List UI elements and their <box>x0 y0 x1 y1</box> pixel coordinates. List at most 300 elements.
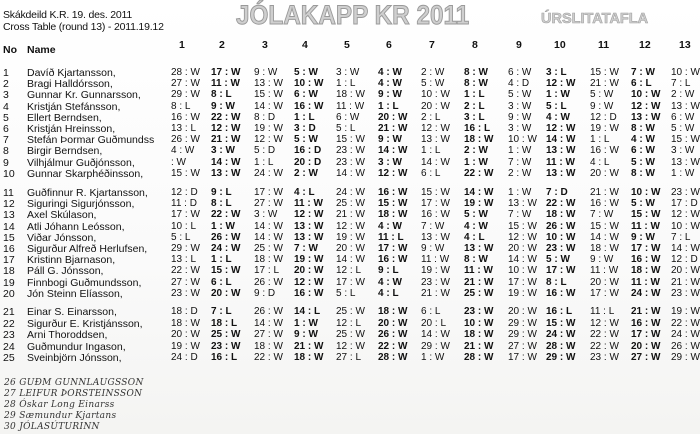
result-cell: 18 : W <box>254 254 283 266</box>
result-cell: 19 : W <box>336 231 365 243</box>
handwritten-player-entry: 28 Óskar Long Einarss <box>4 400 115 410</box>
player-name: Gunnar Skarphéðinsson, <box>27 167 144 180</box>
player-name: Guðmundur Ingason, <box>27 340 126 353</box>
result-cell: 5 : L <box>336 123 356 134</box>
result-cell: 15 : W <box>671 134 700 146</box>
result-cell: 4 : W <box>464 220 488 232</box>
result-cell: 25 : W <box>336 306 365 317</box>
result-cell: 16 : W <box>294 100 324 112</box>
result-cell: 1 : L <box>464 89 485 101</box>
result-cell: 1 : L <box>336 78 356 90</box>
result-cell: 14 : W <box>254 100 283 112</box>
round-header-6: 6 <box>386 39 392 51</box>
result-cell: 6 : W <box>336 111 360 123</box>
result-cell: 13 : W <box>464 243 494 254</box>
result-cell: 16 : L <box>464 123 491 134</box>
player-number: 22 <box>3 317 15 330</box>
result-cell: 10 : L <box>171 220 197 232</box>
round-header-8: 8 <box>472 39 478 51</box>
result-cell: 20 : W <box>671 265 700 277</box>
result-cell: 15 : W <box>211 265 241 277</box>
result-cell: 10 : W <box>631 89 661 101</box>
result-cell: 20 : L <box>421 317 447 329</box>
result-cell: 17 : W <box>631 243 661 254</box>
result-cell: 1 : L <box>294 111 315 123</box>
result-cell: 20 : W <box>590 167 619 179</box>
result-cell: 1 : L <box>254 156 274 168</box>
round-header-1: 1 <box>179 39 185 51</box>
result-cell: 18 : W <box>464 134 494 146</box>
handwritten-player-entry: 29 Sæmundur Kjartans <box>4 411 117 421</box>
result-cell: 4 : L <box>590 156 610 168</box>
result-cell: 8 : D <box>254 111 276 123</box>
column-header-no: No <box>3 44 17 56</box>
result-cell: 24 : D <box>171 352 198 363</box>
result-cell: 21 : W <box>464 340 494 352</box>
result-cell: 20 : W <box>590 276 619 288</box>
player-name: Ellert Berndsen, <box>27 111 102 124</box>
player-number: 25 <box>3 352 15 364</box>
result-cell: 22 : W <box>211 209 241 221</box>
player-number: 13 <box>3 209 15 222</box>
result-cell: 17 : W <box>336 276 365 288</box>
result-cell: 16 : W <box>171 111 200 123</box>
result-cell: 23 : W <box>421 276 450 288</box>
round-header-2: 2 <box>219 39 225 51</box>
result-cell: 24 : W <box>671 329 700 340</box>
result-cell: 20 : W <box>378 317 408 329</box>
result-cell: 14 : W <box>378 145 408 157</box>
player-name: Davíð Kjartansson, <box>27 67 116 79</box>
result-cell: 2 : L <box>464 100 485 112</box>
player-number: 14 <box>3 220 15 233</box>
result-cell: 16 : L <box>546 306 573 317</box>
player-name: Stefán Þormar Guðmundss <box>27 134 155 147</box>
result-cell: 21 : W <box>464 276 494 288</box>
player-number: 16 <box>3 243 15 255</box>
result-cell: 24 : W <box>336 187 365 198</box>
result-cell: 27 : W <box>631 352 661 363</box>
player-name: Gunnar Kr. Gunnarsson, <box>27 89 141 102</box>
result-cell: 8 : W <box>631 167 655 179</box>
result-cell: 29 : W <box>421 340 450 352</box>
result-cell: 16 : W <box>378 187 408 198</box>
result-cell: 10 : W <box>294 78 324 90</box>
result-cell: 2 : L <box>421 111 441 123</box>
result-cell: 14 : L <box>294 306 321 317</box>
result-cell: 5 : L <box>171 231 191 243</box>
result-cell: 23 : W <box>171 287 200 299</box>
result-cell: 12 : W <box>378 167 408 179</box>
player-number: 17 <box>3 254 15 267</box>
result-cell: 9 : W <box>590 100 614 112</box>
result-cell: 26 : W <box>671 340 700 352</box>
result-cell: 3 : W <box>671 145 695 157</box>
result-cell: 10 : W <box>421 89 450 101</box>
result-cell: 18 : W <box>546 209 576 221</box>
round-header-7: 7 <box>429 39 435 51</box>
result-cell: 14 : W <box>421 156 450 168</box>
club-date-line: Skákdeild K.R. 19. des. 2011 <box>3 9 133 21</box>
result-cell: 17 : W <box>631 329 661 340</box>
result-cell: 3 : W <box>211 145 235 157</box>
result-cell: 16 : W <box>546 287 576 299</box>
result-cell: 18 : W <box>171 317 200 329</box>
result-cell: 9 : W <box>294 329 318 340</box>
result-cell: 21 : W <box>590 78 619 90</box>
result-cell: 13 : W <box>546 145 576 157</box>
result-cell: 27 : W <box>254 198 283 210</box>
result-cell: 7 : L <box>671 78 691 90</box>
result-cell: 29 : W <box>671 352 700 363</box>
round-header-11: 11 <box>598 39 610 51</box>
result-cell: 1 : L <box>211 254 232 266</box>
result-cell: 9 : D <box>254 287 276 299</box>
result-cell: 21 : W <box>631 306 661 317</box>
result-cell: 1 : L <box>590 134 610 146</box>
result-cell: 9 : W <box>378 89 402 101</box>
result-cell: 11 : W <box>546 156 575 168</box>
player-number: 12 <box>3 198 15 211</box>
result-cell: 13 : W <box>254 78 283 90</box>
result-cell: 3 : W <box>508 100 532 112</box>
result-cell: 5 : D <box>254 145 276 157</box>
result-cell: 13 : W <box>294 220 324 232</box>
player-name: Bragi Halldórsson, <box>27 78 113 91</box>
player-number: 21 <box>3 306 15 318</box>
player-name: Kristján Stefánsson, <box>27 100 121 113</box>
result-cell: 9 : W <box>254 67 278 78</box>
result-cell: 24 : W <box>211 243 241 254</box>
result-cell: 20 : W <box>336 243 365 254</box>
player-number: 20 <box>3 287 15 300</box>
result-cell: 20 : W <box>508 306 537 317</box>
player-name: Guðfinnur R. Kjartansson, <box>27 187 148 199</box>
result-cell: 9 : W <box>631 231 655 243</box>
result-cell: 3 : W <box>378 156 402 168</box>
result-cell: 17 : W <box>171 209 200 221</box>
result-cell: 24 : W <box>254 167 283 179</box>
result-cell: 28 : W <box>464 352 494 363</box>
result-cell: 29 : W <box>546 352 576 363</box>
result-cell: 14 : W <box>211 156 241 168</box>
result-cell: 23 : W <box>546 243 576 254</box>
result-cell: 15 : W <box>508 220 537 232</box>
result-cell: 13 : W <box>421 134 450 146</box>
result-cell: 6 : L <box>421 167 441 179</box>
result-cell: 1 : W <box>421 352 445 363</box>
player-number: 9 <box>3 156 9 169</box>
result-cell: 10 : W <box>546 231 576 243</box>
result-cell: 11 : W <box>294 198 323 210</box>
player-number: 4 <box>3 100 9 113</box>
result-cell: 10 : W <box>631 187 661 198</box>
result-cell: 27 : L <box>336 352 362 363</box>
result-cell: 1 : W <box>211 220 235 232</box>
result-cell: 18 : L <box>211 317 238 329</box>
result-cell: 10 : W <box>464 317 494 329</box>
result-cell: 23 : W <box>336 156 365 168</box>
result-cell: 29 : W <box>171 89 200 101</box>
result-cell: 13 : W <box>631 111 661 123</box>
result-cell: 13 : W <box>211 167 241 179</box>
result-cell: 27 : W <box>171 78 200 90</box>
result-cell: 4 : L <box>294 187 315 198</box>
result-cell: 18 : W <box>590 243 619 254</box>
player-number: 8 <box>3 145 9 158</box>
result-cell: 9 : W <box>211 100 235 112</box>
result-cell: 13 : W <box>508 198 537 210</box>
result-cell: 1 : L <box>421 145 441 157</box>
result-cell: 26 : W <box>211 231 241 243</box>
result-cell: 5 : W <box>631 156 655 168</box>
result-cell: 15 : W <box>254 89 283 101</box>
result-cell: 22 : W <box>171 265 200 277</box>
result-cell: 22 : W <box>671 317 700 329</box>
result-cell: 22 : W <box>590 329 619 340</box>
result-cell: 23 : W <box>671 187 700 198</box>
result-cell: 22 : W <box>211 111 241 123</box>
result-cell: 27 : W <box>508 340 537 352</box>
result-cell: 14 : W <box>508 254 537 266</box>
result-cell: 18 : W <box>336 89 365 101</box>
result-cell: 2 : W <box>294 167 318 179</box>
player-number: 1 <box>3 67 9 79</box>
result-cell: 11 : W <box>631 220 660 232</box>
result-cell: 16 : L <box>211 352 238 363</box>
result-cell: 18 : W <box>378 306 408 317</box>
result-cell: 2 : W <box>671 89 695 101</box>
result-cell: 7 : L <box>671 231 691 243</box>
result-cell: 16 : W <box>631 317 661 329</box>
round-header-3: 3 <box>262 39 268 51</box>
result-cell: 19 : W <box>421 265 450 277</box>
result-cell: 26 : W <box>378 329 408 340</box>
result-cell: 1 : W <box>508 187 532 198</box>
result-cell: 18 : D <box>171 306 198 317</box>
result-cell: 12 : D <box>590 111 617 123</box>
player-name: Sigurður Alfreð Herlufsen, <box>27 243 148 255</box>
result-cell: 20 : W <box>631 340 661 352</box>
result-cell: 8 : W <box>631 123 655 134</box>
round-header-10: 10 <box>554 39 566 51</box>
result-cell: 9 : W <box>590 254 614 266</box>
result-cell: 12 : W <box>546 78 576 90</box>
result-cell: 19 : W <box>508 287 537 299</box>
result-cell: 6 : W <box>631 145 655 157</box>
result-cell: 20 : D <box>294 156 322 168</box>
result-cell: 2 : W <box>508 167 532 179</box>
result-cell: 5 : W <box>631 198 655 210</box>
result-cell: 12 : D <box>171 187 198 198</box>
result-cell: 12 : W <box>336 340 365 352</box>
result-cell: 15 : W <box>336 134 365 146</box>
result-cell: 16 : W <box>421 209 450 221</box>
result-cell: 5 : W <box>294 134 318 146</box>
result-cell: 5 : W <box>590 89 614 101</box>
result-cell: 28 : W <box>546 340 576 352</box>
result-cell: 8 : L <box>211 198 232 210</box>
result-cell: 4 : W <box>378 220 402 232</box>
result-cell: 17 : W <box>546 265 576 277</box>
player-name: Sigurður E. Kristjánsson, <box>27 317 143 330</box>
result-cell: 16 : D <box>294 145 322 157</box>
result-cell: 4 : W <box>171 145 195 157</box>
result-cell: 29 : W <box>508 329 537 340</box>
result-cell: 15 : W <box>171 167 200 179</box>
results-table-heading: ÚRSLITATAFLA <box>541 11 649 27</box>
result-cell: 4 : W <box>378 78 402 90</box>
result-cell: 9 : W <box>508 111 532 123</box>
result-cell: 4 : W <box>631 134 655 146</box>
result-cell: 16 : W <box>590 198 619 210</box>
result-cell: 14 : W <box>254 220 283 232</box>
result-cell: 3 : D <box>294 123 316 134</box>
round-header-13: 13 <box>679 39 691 51</box>
result-cell: 13 : W <box>421 231 450 243</box>
result-cell: 25 : W <box>336 329 365 340</box>
result-cell: 16 : W <box>294 287 324 299</box>
player-name: Páll G. Jónsson, <box>27 265 104 278</box>
player-number: 23 <box>3 329 15 341</box>
result-cell: 13 : L <box>171 123 197 134</box>
result-cell: 14 : W <box>546 134 576 146</box>
result-cell: 18 : W <box>378 209 408 221</box>
player-number: 6 <box>3 123 9 135</box>
result-cell: 23 : W <box>211 340 241 352</box>
result-cell: 20 : W <box>294 265 324 277</box>
player-number: 18 <box>3 265 15 278</box>
result-cell: 21 : W <box>378 123 408 134</box>
result-cell: 7 : W <box>631 67 655 78</box>
result-cell: 21 : W <box>336 209 365 221</box>
result-cell: 17 : W <box>508 352 537 363</box>
result-cell: 10 : W <box>508 134 537 146</box>
result-cell: 21 : W <box>294 340 324 352</box>
result-cell: 1 : W <box>508 145 532 157</box>
player-number: 24 <box>3 340 15 353</box>
result-cell: 7 : W <box>508 209 532 221</box>
player-name: Jón Steinn Elíasson, <box>27 287 123 300</box>
result-cell: 11 : W <box>211 78 240 90</box>
player-name: Arni Thoroddsen, <box>27 329 108 341</box>
result-cell: 10 : W <box>671 220 700 232</box>
result-cell: 16 : W <box>590 145 619 157</box>
result-cell: 12 : L <box>336 265 362 277</box>
result-cell: 28 : W <box>378 352 408 363</box>
cross-table-line: Cross Table (round 13) - 2011.19.12 <box>3 21 164 33</box>
result-cell: 20 : W <box>171 329 200 340</box>
result-cell: 3 : W <box>508 123 532 134</box>
result-cell: 6 : W <box>671 111 695 123</box>
result-cell: 10 : W <box>508 265 537 277</box>
result-cell: 8 : L <box>211 89 232 101</box>
result-cell: 14 : W <box>336 254 365 266</box>
result-cell: 4 : L <box>464 231 485 243</box>
result-cell: 22 : W <box>464 167 494 179</box>
player-name: Viðar Jónsson, <box>27 231 97 244</box>
result-cell: 3 : L <box>464 111 485 123</box>
result-cell: 26 : W <box>171 134 200 146</box>
result-cell: 26 : W <box>254 306 283 317</box>
round-header-12: 12 <box>639 39 651 51</box>
result-cell: 27 : W <box>254 329 283 340</box>
result-cell: 20 : W <box>421 100 450 112</box>
result-cell: 15 : W <box>590 220 619 232</box>
player-name: Sveinbjörn Jónsson, <box>27 352 122 364</box>
result-cell: 7 : L <box>211 306 232 317</box>
result-cell: 20 : W <box>508 243 537 254</box>
result-cell: 14 : W <box>254 317 283 329</box>
result-cell: 25 : W <box>464 287 494 299</box>
result-cell: 8 : W <box>464 78 488 90</box>
player-name: Einar S. Einarsson, <box>27 306 117 318</box>
result-cell: 18 : W <box>294 352 324 363</box>
result-cell: 7 : W <box>508 156 532 168</box>
result-cell: 18 : W <box>464 329 494 340</box>
result-cell: 1 : W <box>546 89 570 101</box>
result-cell: 14 : W <box>671 243 700 254</box>
result-cell: 20 : W <box>378 111 408 123</box>
result-cell: 5 : W <box>546 254 570 266</box>
result-cell: 17 : W <box>421 198 450 210</box>
result-cell: 4 : L <box>378 287 399 299</box>
player-name: Kristinn Bjarnason, <box>27 254 116 267</box>
result-cell: 8 : L <box>546 276 567 288</box>
tournament-title: JÓLAKAPP KR 2011 <box>236 0 470 30</box>
handwritten-player-entry: 26 GUÐM GUNNLAUGSSON <box>4 378 144 388</box>
result-cell: 4 : W <box>378 67 402 78</box>
player-name: Kristján Hreinsson, <box>27 123 116 135</box>
result-cell: 13 : W <box>671 100 700 112</box>
result-cell: 17 : W <box>211 67 241 78</box>
player-number: 5 <box>3 111 9 124</box>
result-cell: 9 : L <box>378 265 399 277</box>
result-cell: 19 : W <box>171 340 200 352</box>
result-cell: 5 : W <box>671 123 695 134</box>
handwritten-player-entry: 30 JÓLASÚTURINN <box>4 422 100 432</box>
result-cell: 6 : W <box>508 67 532 78</box>
result-cell: 25 : W <box>211 329 241 340</box>
result-cell: 29 : W <box>508 317 537 329</box>
result-cell: 17 : W <box>378 243 408 254</box>
result-cell: 22 : W <box>378 340 408 352</box>
result-cell: 2 : W <box>421 67 445 78</box>
result-cell: 5 : W <box>464 209 488 221</box>
result-cell: 17 : W <box>590 287 619 299</box>
player-number: 10 <box>3 167 15 180</box>
player-name: Birgir Berndsen, <box>27 145 103 158</box>
result-cell: 13 : L <box>171 254 197 266</box>
player-number: 2 <box>3 78 9 91</box>
result-cell: 11 : W <box>336 100 365 112</box>
result-cell: 20 : W <box>211 287 241 299</box>
result-cell: 22 : W <box>254 352 283 363</box>
result-cell: 3 : W <box>336 67 360 78</box>
result-cell: 26 : W <box>254 276 283 288</box>
result-cell: 15 : W <box>590 67 619 78</box>
result-cell: 13 : W <box>294 231 324 243</box>
result-cell: 22 : W <box>546 198 576 210</box>
result-cell: 22 : W <box>590 340 619 352</box>
player-number: 7 <box>3 134 9 147</box>
round-header-5: 5 <box>344 39 350 51</box>
result-cell: 5 : W <box>294 67 318 78</box>
result-cell: 12 : W <box>590 317 619 329</box>
result-cell: 8 : L <box>171 100 191 112</box>
result-cell: 19 : W <box>671 306 700 317</box>
result-cell: 25 : W <box>254 243 283 254</box>
